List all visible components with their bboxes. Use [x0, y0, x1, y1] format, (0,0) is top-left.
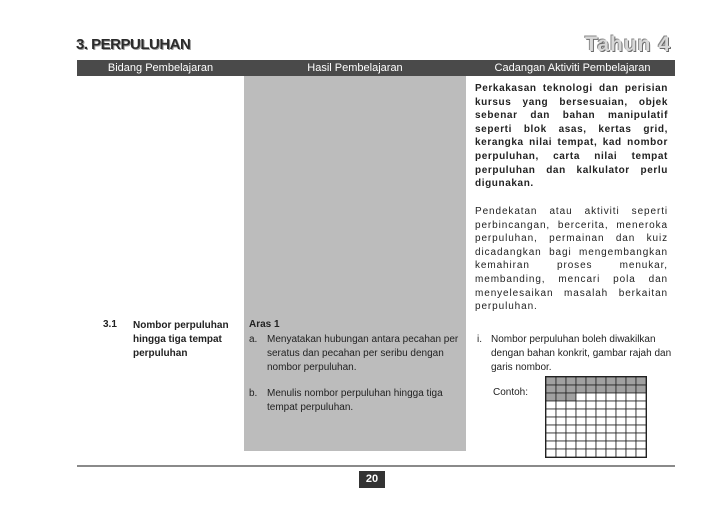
grid-cell	[636, 425, 646, 433]
grid-cell	[616, 441, 626, 449]
grid-cell	[626, 433, 636, 441]
grid-cell	[546, 433, 556, 441]
grid-cell	[546, 409, 556, 417]
activities-intro-approach	[475, 205, 668, 314]
activities-intro-paragraph-1: Perkakasan teknologi dan perisian kursus yang bersesuaian, objek sebenar dan bahan manipulatif seperti blok asas, kertas grid, kerangka nilai tempat, kad nombor perpuluhan, carta nilai tempat perpuluhan dan kalkulator perlu digunakan.	[475, 83, 668, 190]
grid-cell	[566, 441, 576, 449]
grid-cell	[626, 425, 636, 433]
grid-cell	[616, 449, 626, 457]
grid-cell	[636, 393, 646, 401]
activity-item-i	[477, 333, 672, 375]
grid-cell-shaded	[556, 393, 566, 401]
grid-cell-shaded	[596, 377, 606, 385]
grid-cell	[626, 393, 636, 401]
grid-cell	[586, 417, 596, 425]
grid-cell	[616, 417, 626, 425]
grid-cell	[606, 449, 616, 457]
grid-cell	[586, 425, 596, 433]
grid-cell	[586, 433, 596, 441]
activities-intro-paragraph-2: Pendekatan atau aktiviti seperti perbincangan, bercerita, meneroka perpuluhan, permainan dan kuiz dicadangkan bagi mengembangkan kemahiran proses menukar, membanding, mencari pola dan menyelesaikan masalah berkaitan perpuluhan.	[475, 206, 668, 313]
grid-cell	[586, 449, 596, 457]
grid-cell-shaded	[636, 385, 646, 393]
grid-cell	[566, 401, 576, 409]
grid-cell	[596, 441, 606, 449]
grid-cell	[546, 449, 556, 457]
grid-cell	[586, 401, 596, 409]
grid-cell	[586, 409, 596, 417]
outcome-marker: a.	[249, 334, 258, 345]
grid-cell	[626, 449, 636, 457]
grid-cell	[626, 441, 636, 449]
grid-cell	[556, 433, 566, 441]
grid-cell	[616, 425, 626, 433]
page-number: 20	[359, 471, 385, 488]
grid-cell	[596, 401, 606, 409]
grid-cell	[596, 449, 606, 457]
grid-cell	[626, 409, 636, 417]
grid-cell	[606, 393, 616, 401]
grid-cell-shaded	[566, 393, 576, 401]
grid-cell	[596, 409, 606, 417]
grid-cell	[596, 417, 606, 425]
year-label: Tahun 4	[585, 33, 671, 56]
grid-cell	[606, 409, 616, 417]
grid-cell	[616, 433, 626, 441]
grid-cell	[556, 417, 566, 425]
grid-cell-shaded	[576, 377, 586, 385]
grid-cell	[566, 417, 576, 425]
grid-cell-shaded	[606, 377, 616, 385]
grid-cell	[636, 401, 646, 409]
grid-cell	[616, 409, 626, 417]
grid-cell-shaded	[616, 377, 626, 385]
grid-cell-shaded	[556, 385, 566, 393]
grid-cell	[546, 425, 556, 433]
grid-cell-shaded	[556, 377, 566, 385]
grid-cell	[606, 441, 616, 449]
grid-cell	[576, 417, 586, 425]
grid-cell-shaded	[576, 385, 586, 393]
table-header	[77, 60, 675, 76]
header-suggested-activities: Cadangan Aktiviti Pembelajaran	[494, 62, 651, 74]
grid-cell-shaded	[566, 377, 576, 385]
grid-cell	[576, 409, 586, 417]
outcome-item-a	[249, 333, 467, 375]
grid-cell	[576, 433, 586, 441]
grid-cell	[566, 409, 576, 417]
outcome-item-b	[249, 387, 467, 415]
level-label: Aras 1	[249, 319, 280, 330]
grid-cell	[606, 417, 616, 425]
grid-cell	[546, 417, 556, 425]
grid-cell-shaded	[626, 385, 636, 393]
grid-cell	[626, 401, 636, 409]
topic-title: Nombor perpuluhan hingga tiga tempat perpuluhan	[133, 320, 229, 359]
activities-intro-technology	[475, 82, 668, 191]
grid-cell	[616, 401, 626, 409]
grid-cell	[586, 441, 596, 449]
grid-cell-shaded	[566, 385, 576, 393]
grid-cell	[566, 449, 576, 457]
activity-text: Nombor perpuluhan boleh diwakilkan dengan bahan konkrit, gambar rajah dan garis nombor.	[491, 334, 672, 373]
footer-rule	[77, 465, 675, 467]
grid-cell-shaded	[606, 385, 616, 393]
grid-cell	[556, 449, 566, 457]
grid-cell	[616, 393, 626, 401]
grid-cell	[556, 401, 566, 409]
grid-cell-shaded	[586, 385, 596, 393]
grid-cell	[556, 441, 566, 449]
outcome-text: Menulis nombor perpuluhan hingga tiga tempat perpuluhan.	[267, 388, 443, 413]
header-learning-area: Bidang Pembelajaran	[107, 62, 214, 74]
grid-cell	[606, 433, 616, 441]
grid-cell-shaded	[546, 377, 556, 385]
grid-cell	[576, 449, 586, 457]
outcome-marker: b.	[249, 388, 258, 399]
grid-cell-shaded	[546, 385, 556, 393]
grid-cell	[596, 393, 606, 401]
grid-cell	[636, 409, 646, 417]
grid-cell-shaded	[586, 377, 596, 385]
grid-cell	[636, 433, 646, 441]
section-title: 3. PERPULUHAN	[76, 36, 191, 53]
grid-cell	[636, 449, 646, 457]
grid-cell	[576, 441, 586, 449]
header-learning-outcomes: Hasil Pembelajaran	[307, 62, 403, 74]
grid-cell	[606, 401, 616, 409]
hundredths-grid	[545, 376, 647, 458]
grid-cell	[586, 393, 596, 401]
grid-cell	[556, 425, 566, 433]
grid-cell	[546, 401, 556, 409]
grid-cell	[576, 425, 586, 433]
grid-cell-shaded	[596, 385, 606, 393]
grid-cell	[596, 425, 606, 433]
grid-cell	[596, 433, 606, 441]
grid-cell	[576, 393, 586, 401]
grid-cell	[566, 425, 576, 433]
topic-number: 3.1	[103, 319, 117, 330]
grid-cell	[546, 441, 556, 449]
outcome-text: Menyatakan hubungan antara pecahan per seratus dan pecahan per seribu dengan nombor perpuluhan.	[267, 334, 459, 373]
grid-cell-shaded	[626, 377, 636, 385]
grid-cell-shaded	[616, 385, 626, 393]
grid-cell	[626, 417, 636, 425]
grid-cell-shaded	[636, 377, 646, 385]
grid-cell	[636, 417, 646, 425]
grid-cell-shaded	[546, 393, 556, 401]
example-label: Contoh:	[493, 387, 529, 398]
grid-cell	[576, 401, 586, 409]
grid-cell	[636, 441, 646, 449]
activity-marker: i.	[477, 334, 482, 345]
grid-cell	[606, 425, 616, 433]
grid-cell	[556, 409, 566, 417]
grid-cell	[566, 433, 576, 441]
